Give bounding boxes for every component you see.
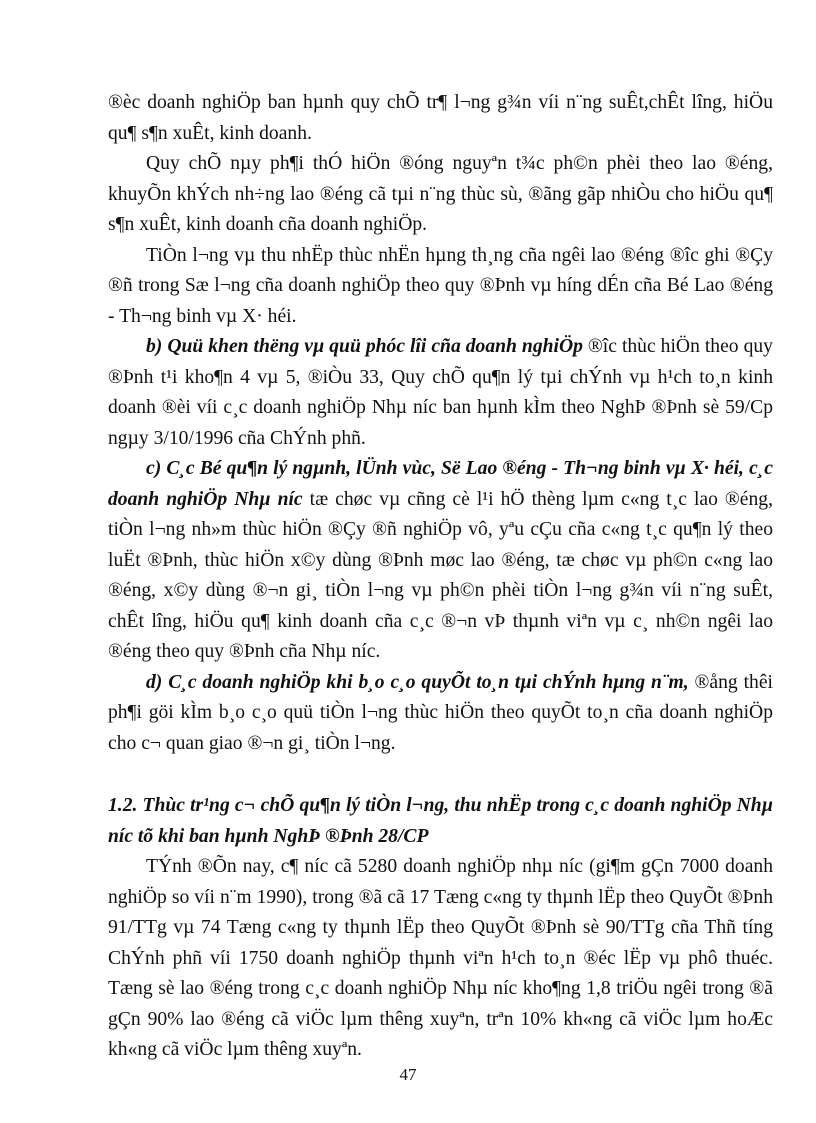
clause-d-text: ®ång thêi ph¶i göi kÌm b¸o c¸o quü tiÒn l¬ng thùc hiÖn theo quyÕt to¸n cña doanh nghiÖp cho c¬ quan giao ®¬n gi¸ tiÒn l¬ng. [108,671,773,754]
paragraph-2: Quy chÕ nµy ph¶i thÓ hiÖn ®óng nguyªn t¾c ph©n phèi theo lao ®éng, khuyÕn khÝch nh÷ng lao ®éng cã tµi n¨ng thùc sù, ®ãng gãp nhiÒu cho hiÖu qu¶ s¶n xuÊt, kinh doanh cña doanh nghiÖp. [108,153,773,235]
clause-b-text: ®îc thùc hiÖn theo quy ®Þnh t¹i kho¶n 4 vµ 5, ®iÒu 33, Quy chÕ qu¶n lý tµi chÝnh vµ h¹ch to¸n kinh doanh ®èi víi c¸c doanh nghiÖp Nhµ níc ban hµnh kÌm theo NghÞ ®Þnh sè 59/Cp ngµy 3/10/1996 cña ChÝnh phñ. [108,336,773,449]
clause-d-label: d) C¸c doanh nghiÖp khi b¸o c¸o quyÕt to¸n tµi chÝnh hµng n¨m, [146,671,689,693]
paragraph-c [108,454,773,668]
document-page [108,88,773,1066]
paragraph-7: TÝnh ®Õn nay, c¶ níc cã 5280 doanh nghiÖp nhµ níc (gi¶m gÇn 7000 doanh nghiÖp so víi n¨m 1990), trong ®ã cã 17 Tæng c«ng ty thµnh lËp theo QuyÕt ®Þnh 91/TTg vµ 74 Tæng c«ng ty thµnh lËp theo QuyÕt ®Þnh sè 90/TTg cña Thñ tíng ChÝnh phñ víi 1750 doanh nghiÖp thµnh viªn h¹ch to¸n ®éc lËp vµ phô thuéc. Tæng sè lao ®éng trong c¸c doanh nghiÖp Nhµ níc kho¶ng 1,8 triÖu ngêi trong ®ã gÇn 90% lao ®éng cã viÖc lµm thêng xuyªn, trªn 10% kh«ng cã viÖc lµm hoÆc kh«ng cã viÖc lµm thêng xuyªn. [108,856,773,1060]
clause-c-text: tæ chøc vµ cñng cè l¹i hÖ thèng lµm c«ng t¸c lao ®éng, tiÒn l¬ng nh»m thùc hiÖn ®Çy ®ñ nghiÖp vô, yªu cÇu cña c«ng t¸c qu¶n lý theo luËt ®Þnh, thùc hiÖn x©y dùng ®Þnh møc lao ®éng, tæ chøc vµ ph©n c«ng lao ®éng, x©y dùng ®¬n gi¸ tiÒn l¬ng vµ ph©n phèi tiÒn l¬ng g¾n víi n¨ng suÊt, chÊt lîng, hiÖu qu¶ kinh doanh cña c¸c ®¬n vÞ thµnh viªn vµ c¸ nh©n ngêi lao ®éng theo quy ®Þnh cña Nhµ níc. [108,488,773,662]
clause-c-label: c) C¸c Bé qu¶n lý ngµnh, lÜnh vùc, Së Lao ®éng - Th¬ng binh vµ X· héi, c¸c doanh nghiÖp Nhµ níc [108,458,773,510]
section-heading: 1.2. Thùc tr¹ng c¬ chÕ qu¶n lý tiÒn l¬ng, thu nhËp trong c¸c doanh nghiÖp Nhµ níc tõ khi ban hµnh NghÞ ®Þnh 28/CP [108,795,773,847]
page-number: 47 [399,1065,417,1084]
clause-b-label: b) Quü khen thëng vµ quü phóc lîi cña doanh nghiÖp [146,336,583,357]
paragraph-1: ®èc doanh nghiÖp ban hµnh quy chÕ tr¶ l¬ng g¾n víi n¨ng suÊt,chÊt lîng, hiÖu qu¶ s¶n xuÊt, kinh doanh. [108,92,773,144]
paragraph-3: TiÒn l¬ng vµ thu nhËp thùc nhËn hµng th¸ng cña ngêi lao ®éng ®îc ghi ®Çy ®ñ trong Sæ l¬ng cña doanh nghiÖp theo quy ®Þnh vµ híng dÉn cña Bé Lao ®éng - Th¬ng binh vµ X· héi. [108,244,773,327]
paragraph-b [108,332,773,454]
paragraph-d [108,668,773,760]
